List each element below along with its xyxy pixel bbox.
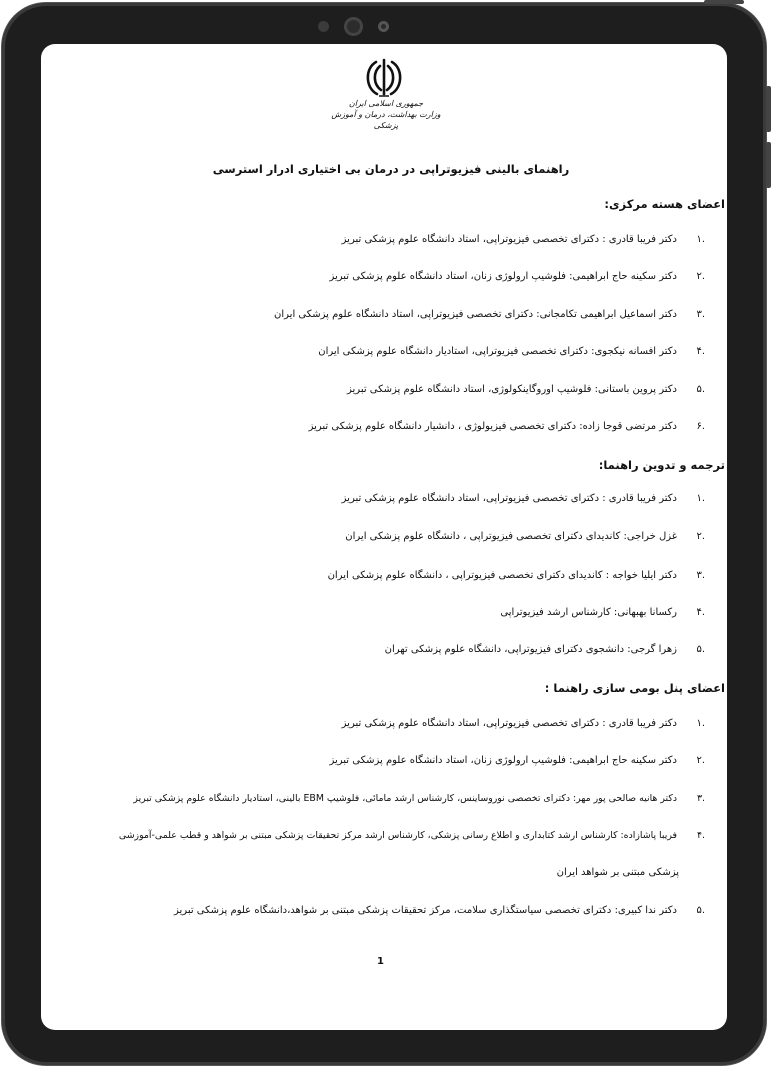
item-number: .۴ xyxy=(696,607,705,618)
list-item xyxy=(329,271,705,282)
org-line-1: جمهوری اسلامی ایران xyxy=(348,99,424,108)
list-item xyxy=(133,793,705,804)
list-item xyxy=(174,905,705,916)
item-text: دکتر پروین باستانی: فلوشیپ اوروگاینکولوژی، استاد دانشگاه علوم پزشکی تبریز xyxy=(347,384,677,395)
volume-up-button xyxy=(766,86,771,132)
item-text: دکتر فریبا قادری : دکترای تخصصی فیزیوتراپی، استاد دانشگاه علوم پزشکی تبریز xyxy=(341,718,677,729)
item-text: رکسانا بهبهانی: کارشناس ارشد فیزیوتراپی xyxy=(500,607,677,618)
section-heading-localization-panel: اعضای پنل بومی سازی راهنما : xyxy=(544,681,725,695)
item-number: .۳ xyxy=(696,309,705,320)
item-number: .۲ xyxy=(696,531,705,542)
item-text: دکتر اسماعیل ابراهیمی تکامجانی: دکترای تخصصی فیزیوتراپی، استاد دانشگاه علوم پزشکی ایران xyxy=(274,309,677,320)
org-line-2: وزارت بهداشت، درمان و آموزش پزشکی xyxy=(331,110,441,130)
item-number: .۱ xyxy=(696,718,705,729)
item-number: .۱ xyxy=(696,493,705,504)
item-number: .۲ xyxy=(696,271,705,282)
section-heading-translation: ترجمه و تدوین راهنما: xyxy=(598,458,725,472)
item-number: .۳ xyxy=(696,793,705,804)
item-text: دکتر سکینه حاج ابراهیمی: فلوشیپ ارولوژی زنان، استاد دانشگاه علوم پزشکی تبریز xyxy=(329,755,677,766)
item-number: .۵ xyxy=(696,905,705,916)
item-text: دکتر سکینه حاج ابراهیمی: فلوشیپ ارولوژی زنان، استاد دانشگاه علوم پزشکی تبریز xyxy=(329,271,677,282)
list-item xyxy=(342,234,705,245)
camera-lens xyxy=(344,17,363,36)
list-item xyxy=(347,384,705,395)
document-page xyxy=(41,44,727,1030)
list-item xyxy=(500,607,705,618)
volume-down-button xyxy=(766,142,771,188)
item-number: .۱ xyxy=(696,234,705,245)
item-text: دکتر مرتضی قوجا زاده: دکترای تخصصی فیزیولوژی ، دانشیار دانشگاه علوم پزشکی تبریز xyxy=(308,421,677,432)
item-number: .۲ xyxy=(696,755,705,766)
item-text: دکتر فریبا قادری : دکترای تخصصی فیزیوتراپی، استاد دانشگاه علوم پزشکی تبریز xyxy=(341,493,677,504)
list-item xyxy=(119,830,705,841)
list-item xyxy=(309,421,705,432)
item-number: .۴ xyxy=(696,346,705,357)
light-sensor xyxy=(378,21,389,32)
list-item xyxy=(329,755,705,766)
list-item xyxy=(345,531,705,542)
iran-emblem-icon xyxy=(359,56,409,100)
ministry-label xyxy=(331,98,441,131)
item-text: فریبا پاشازاده: کارشناس ارشد کتابداری و اطلاع رسانی پزشکی، کارشناس ارشد مرکز تحقیقات پزشکی مبتنی بر شواهد و قطب علمی-آموزشی xyxy=(118,830,677,841)
item-number: .۶ xyxy=(696,421,705,432)
page-number: 1 xyxy=(377,956,384,967)
item-number: .۴ xyxy=(696,830,705,841)
item-number: .۵ xyxy=(696,644,705,655)
list-item-continuation: پزشکی مبتنی بر شواهد ایران xyxy=(556,867,679,878)
item-text: دکتر فریبا قادری : دکترای تخصصی فیزیوتراپی، استاد دانشگاه علوم پزشکی تبریز xyxy=(341,234,677,245)
list-item xyxy=(385,644,705,655)
list-item xyxy=(328,570,705,581)
item-text: دکتر ایلیا خواجه : کاندیدای دکترای تخصصی فیزیوتراپی ، دانشگاه علوم پزشکی ایران xyxy=(327,570,677,581)
list-item xyxy=(274,309,705,320)
item-number: .۳ xyxy=(696,570,705,581)
item-text: دکتر هانیه صالحی پور مهر: دکترای تخصصی نوروساینس، کارشناس ارشد مامائی، فلوشیپ EBM بالینی، استادیار دانشگاه علوم پزشکی تبریز xyxy=(133,793,677,804)
item-text: غزل خراجی: کاندیدای دکترای تخصصی فیزیوتراپی ، دانشگاه علوم پزشکی ایران xyxy=(345,531,677,542)
item-number: .۵ xyxy=(696,384,705,395)
list-item xyxy=(342,493,705,504)
document-title: راهنمای بالینی فیزیوتراپی در درمان بی اختیاری ادرار استرسی xyxy=(212,162,570,176)
list-item xyxy=(318,346,705,357)
section-heading-core-members: اعضای هسته مرکزی: xyxy=(604,197,725,211)
item-text: دکتر افسانه نیکجوی: دکترای تخصصی فیزیوتراپی، استادیار دانشگاه علوم پزشکی ایران xyxy=(318,346,677,357)
item-text: زهرا گرجی: دانشجوی دکترای فیزیوتراپی، دانشگاه علوم پزشکی تهران xyxy=(384,644,677,655)
power-button xyxy=(704,0,744,4)
sensor-dot xyxy=(318,21,329,32)
item-text: دکتر ندا کبیری: دکترای تخصصی سیاستگذاری سلامت، مرکز تحقیقات پزشکی مبتنی بر شواهد،دانشگاه علوم پزشکی تبریز xyxy=(174,905,677,916)
list-item xyxy=(342,718,705,729)
